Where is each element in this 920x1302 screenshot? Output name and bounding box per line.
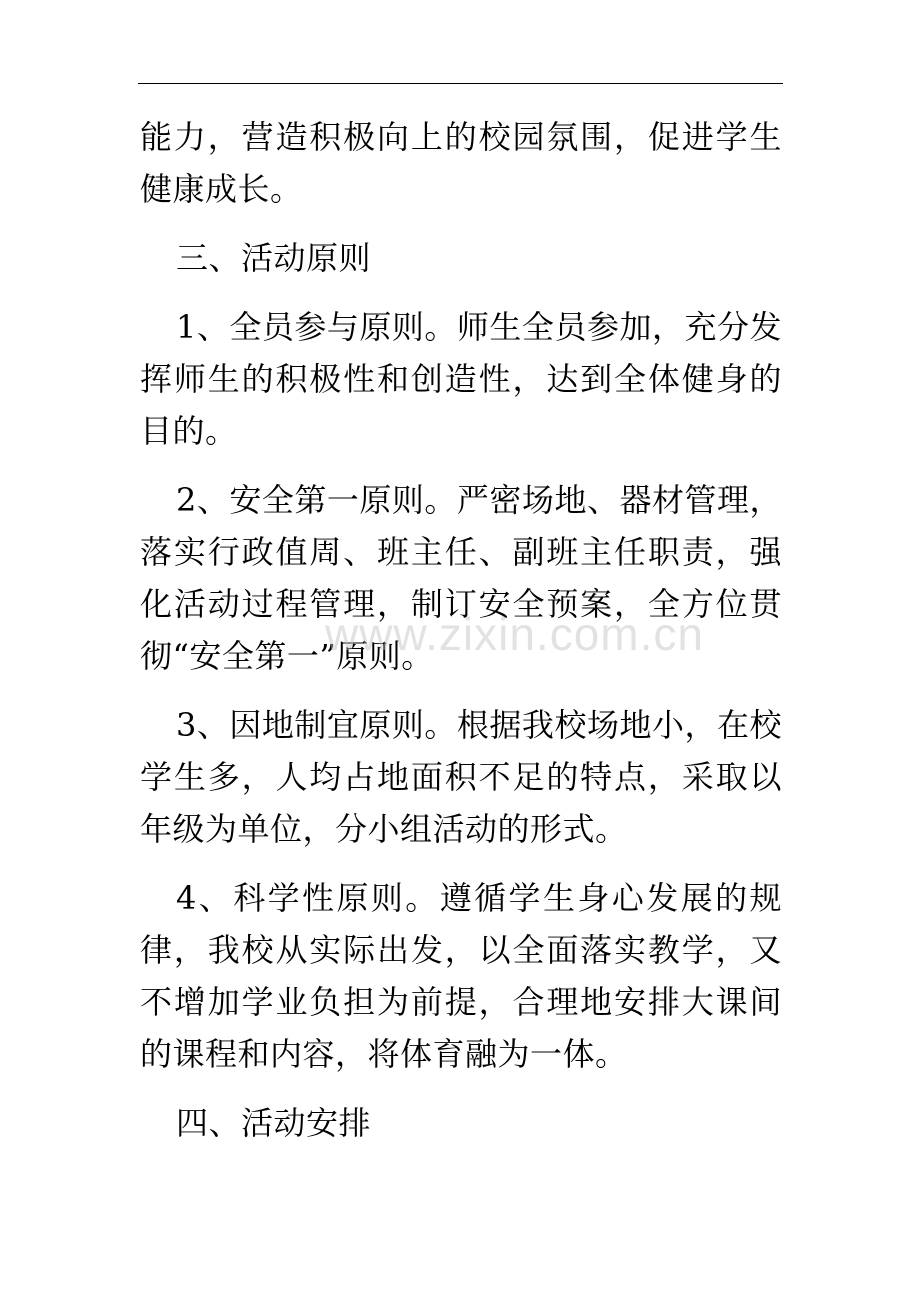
paragraph-principle-4: 4、科学性原则。遵循学生身心发展的规律，我校从实际出发，以全面落实教学，又不增加学业负担为前提，合理地安排大课间的课程和内容，将体育融为一体。 (140, 879, 782, 1073)
heading-section-3: 三、活动原则 (176, 239, 372, 277)
paragraph-principle-3: 3、因地制宜原则。根据我校场地小，在校学生多，人均占地面积不足的特点，采取以年级为单位，分小组活动的形式。 (140, 706, 782, 848)
header-rule (138, 83, 783, 84)
document-body (140, 111, 782, 1166)
paragraph-principle-2: 2、安全第一原则。严密场地、器材管理，落实行政值周、班主任、副班主任职责，强化活动过程管理，制订安全预案，全方位贯彻“安全第一”原则。 (140, 481, 782, 675)
heading-section-4: 四、活动安排 (176, 1104, 372, 1142)
watermark: www.zixin.com.cn (325, 608, 704, 660)
paragraph-principle-1: 1、全员参与原则。师生全员参加，充分发挥师生的积极性和创造性，达到全体健身的目的。 (140, 308, 782, 450)
paragraph-continuation: 能力，营造积极向上的校园氛围，促进学生健康成长。 (140, 118, 782, 208)
